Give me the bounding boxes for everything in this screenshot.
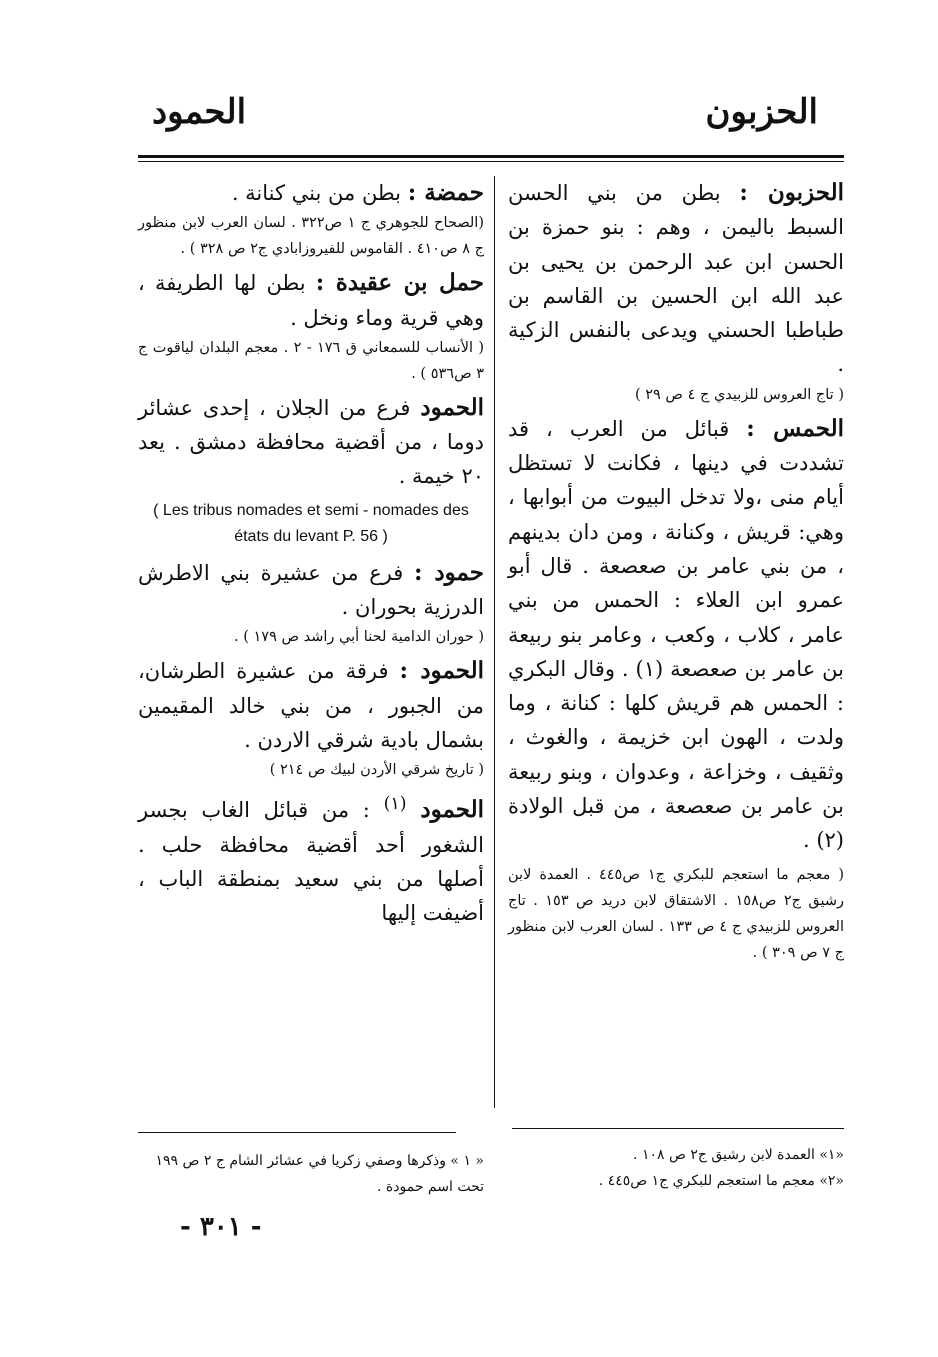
entry-term: الحزبون :	[739, 179, 844, 206]
entry-al-hamud-3	[138, 787, 484, 930]
left-column	[138, 176, 484, 930]
entry-source: ( تاريخ شرقي الأردن لبيك ص ٢١٤ )	[269, 762, 484, 779]
running-header-right: الحزبون	[705, 92, 818, 132]
running-header-left: الحمود	[152, 92, 247, 132]
footnotes-right	[512, 1142, 844, 1194]
footnote-marker: (١)	[383, 794, 407, 815]
entry-source: ( حوران الدامية لحنا أبي راشد ص ١٧٩ ) .	[234, 629, 484, 646]
entry-term: الحمود	[420, 393, 484, 421]
column-divider	[494, 176, 495, 1108]
entry-text: : من قبائل الغاب بجسر الشغور أحد أقضية محافظة حلب . أصلها من بني سعيد بمنطقة الباب ، أضيفت إليها	[138, 798, 484, 926]
entry-hizbun	[508, 176, 844, 382]
entry-text: فرع من الجلان ، إحدى عشائر دوما ، من أقضية محافظة دمشق . يعد ٢٠ خيمة .	[138, 395, 484, 489]
entry-source-latin: ( Les tribus nomades et semi - nomades des états du levant P. 56 )	[153, 501, 469, 545]
entry-text: فرع من عشيرة بني الاطرش الدرزية بحوران .	[138, 560, 484, 620]
entry-text: بطن من بني كنانة .	[231, 181, 402, 205]
entry-source: ( تاج العروس للزبيدي ج ٤ ص ٢٩ )	[634, 386, 844, 403]
entry-term: الحمود	[420, 796, 484, 824]
entry-term: حمضة :	[407, 179, 484, 206]
footnote-2: «٢» معجم ما استعجم للبكري ج١ ص٤٤٥ .	[598, 1173, 844, 1189]
entry-term: الحمود :	[399, 657, 484, 685]
header-rule-thin	[138, 161, 844, 162]
entry-hamud	[138, 556, 484, 625]
entry-al-hamud-2	[138, 654, 484, 757]
footnote-rule-left	[138, 1132, 456, 1133]
right-column	[508, 176, 844, 970]
entry-hamdah	[138, 176, 484, 210]
entry-text: بطن لها الطريفة ، وهي قرية وماء ونخل .	[138, 271, 484, 330]
page-number: - ٣٠١ -	[180, 1212, 262, 1242]
entry-source: ( معجم ما استعجم للبكري ج١ ص٤٤٥ . العمدة لابن رشيق ج٢ ص١٥٨ . الاشتقاق لابن دريد ص ١٥٣ . تاج العروس للزبيدي ج ٤ ص ١٣٣ . لسان العرب لابن منظور ج ٧ ص ٣٠٩ ) .	[508, 866, 845, 961]
entry-term: حمود :	[413, 558, 484, 586]
footnotes-left	[138, 1148, 484, 1200]
footnote-1: « ١ » وذكرها وصفي زكريا في عشائر الشام ج ٢ ص ١٩٩ تحت اسم حمودة .	[155, 1153, 484, 1195]
entry-text: فرقة من عشيرة الطرشان، من الجبور ، من بني خالد المقيمين بشمال بادية شرقي الاردن .	[138, 659, 484, 752]
entry-text: بطن من بني الحسن السبط باليمن ، وهم : بنو حمزة بن الحسن ابن عبد الرحمن بن يحيى بن عبد الله ابن الحسين بن القاسم بن طباطبا الحسني ويدعى بالنفس الزكية .	[508, 181, 844, 377]
footnote-1: «١» العمدة لابن رشيق ج٢ ص ١٠٨ .	[633, 1147, 844, 1163]
entry-text: قبائل من العرب ، قد تشددت في دينها ، فكانت لا تستظل أيام منى ،ولا تدخل البيوت من أبوابها ، وهي: قريش ، وكنانة ، ومن دان بدينهم ، من بني عامر بن صعصعة . قال أبو عمرو ابن العلاء : الحمس من بني عامر ، كلاب ، وكعب ، وعامر بنو ربيعة بن عامر بن صعصعة (١) . وقال البكري : الحمس هم قريش كلها : كنانة ، وما ولدت ، الهون ابن خزيمة ، والغوث ، وثقيف ، وخزاعة ، وعدوان ، وبنو ربيعة بن عامر بن صعصعة ، من قبل الولادة (٢) .	[508, 416, 845, 853]
entry-source: (الصحاح للجوهري ج ١ ص٣٢٢ . لسان العرب لابن منظور ج ٨ ص٤١٠ . القاموس للفيروزابادي ج٢ ص ٣٢٨ ) .	[138, 215, 484, 258]
entry-source: ( الأنساب للسمعاني ق ١٧٦ - ٢ . معجم البلدان لياقوت ج ٣ ص٥٣٦ ) .	[138, 339, 485, 382]
footnote-rule-right	[512, 1128, 844, 1129]
entry-hums	[508, 412, 844, 858]
entry-term: حمل بن عقيدة :	[315, 269, 484, 297]
entry-al-hamud-1	[138, 391, 484, 494]
header-rule-thick	[138, 155, 844, 158]
entry-haml-bin-aqidah	[138, 266, 484, 335]
entry-term: الحمس :	[746, 414, 844, 442]
